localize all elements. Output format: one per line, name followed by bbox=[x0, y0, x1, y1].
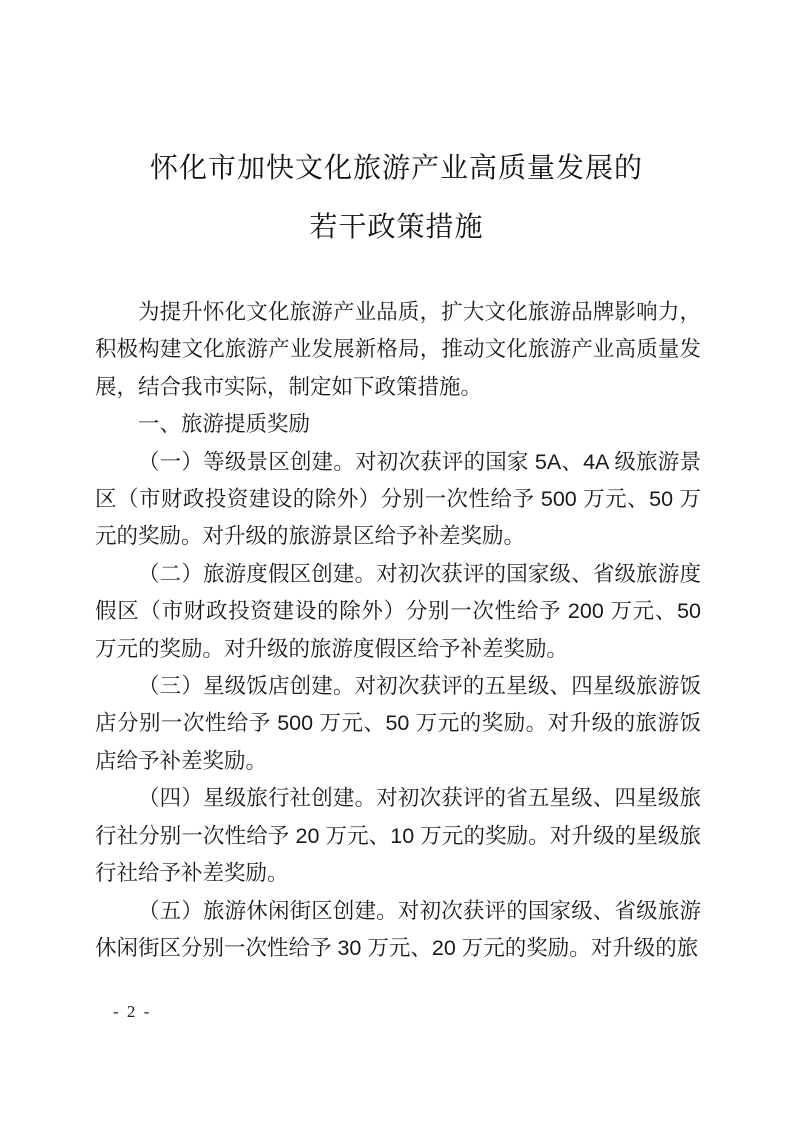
intro-paragraph: 为提升怀化文化旅游产业品质，扩大文化旅游品牌影响力，积极构建文化旅游产业发展新格局，推动文化旅游产业高质量发展，结合我市实际，制定如下政策措施。 bbox=[95, 300, 701, 399]
policy-item-3: （三）星级饭店创建。对初次获评的五星级、四星级旅游饭店分别一次性给予 500 万元、50 万元的奖励。对升级的旅游饭店给予补差奖励。 bbox=[95, 674, 701, 773]
document-title bbox=[0, 138, 793, 256]
policy-item-2: （二）旅游度假区创建。对初次获评的国家级、省级旅游度假区（市财政投资建设的除外）分别一次性给予 200 万元、50 万元的奖励。对升级的旅游度假区给予补差奖励。 bbox=[95, 561, 701, 661]
section-heading-1: 一、旅游提质奖励 bbox=[138, 412, 311, 437]
document-title-line2: 若干政策措施 bbox=[309, 211, 484, 242]
document-title-line1: 怀化市加快文化旅游产业高质量发展的 bbox=[149, 152, 643, 183]
policy-item-1: （一）等级景区创建。对初次获评的国家 5A、4A 级旅游景区（市财政投资建设的除外）分别一次性给予 500 万元、50 万元的奖励。对升级的旅游景区给予补差奖励。 bbox=[95, 449, 701, 549]
document-body bbox=[95, 294, 701, 967]
page-number: - 2 - bbox=[113, 1002, 152, 1021]
policy-item-4: （四）星级旅行社创建。对初次获评的省五星级、四星级旅行社分别一次性给予 20 万元、10 万元的奖励。对升级的星级旅行社给予补差奖励。 bbox=[95, 786, 701, 886]
policy-item-5: （五）旅游休闲街区创建。对初次获评的国家级、省级旅游休闲街区分别一次性给予 30 万元、20 万元的奖励。对升级的旅 bbox=[95, 898, 701, 960]
